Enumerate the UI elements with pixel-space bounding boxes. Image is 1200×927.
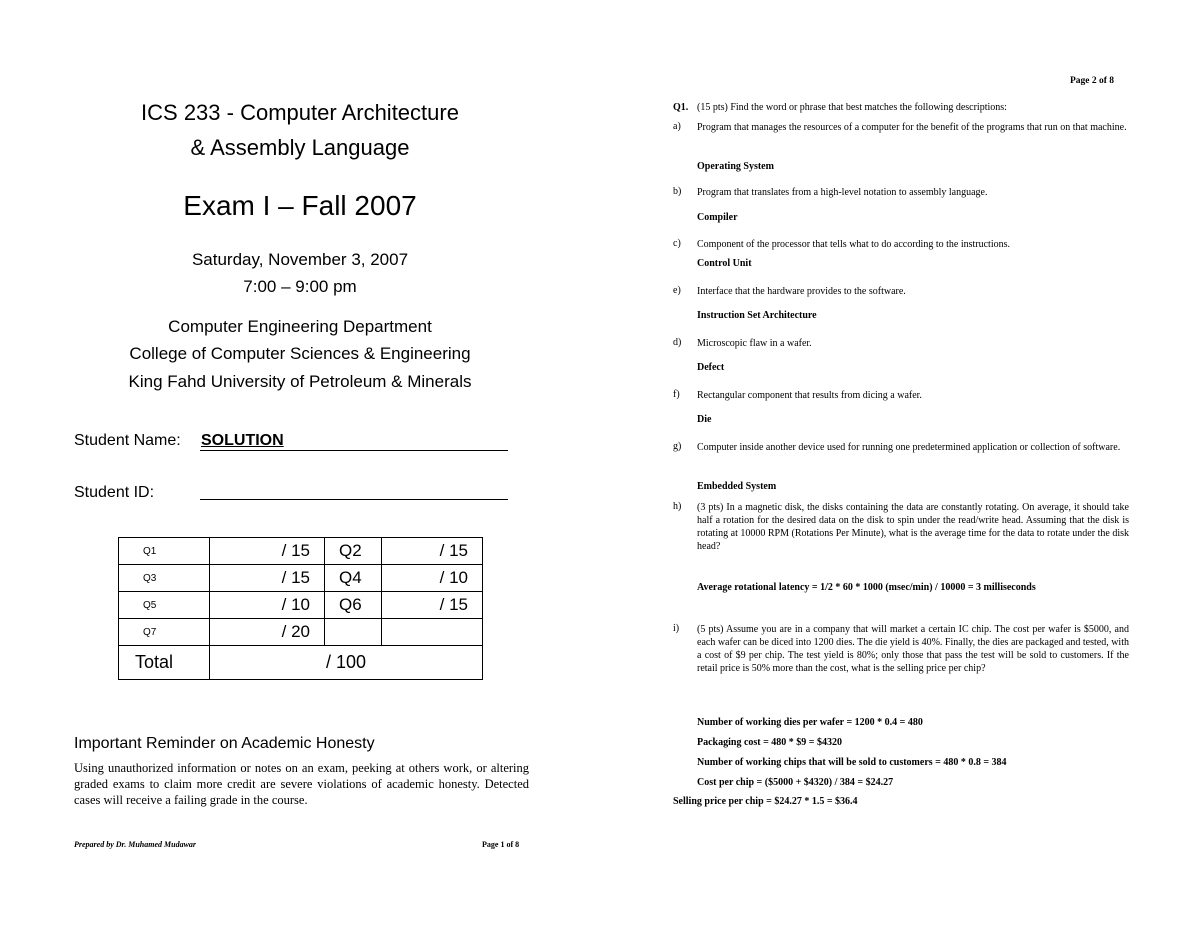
item-text: Component of the processor that tells what to do according to the instructions. — [697, 239, 1010, 250]
item-label: a) — [673, 121, 681, 132]
department: Computer Engineering Department — [168, 317, 432, 336]
total-label: Total — [119, 646, 210, 680]
q1-label: Q1. — [673, 102, 689, 113]
question-cell: Q7 — [119, 619, 210, 646]
course-title: ICS 233 - Computer Architecture — [141, 100, 459, 125]
item-answer: Control Unit — [697, 258, 752, 269]
table-row — [119, 592, 483, 619]
table-row — [119, 538, 483, 565]
student-id-line — [200, 499, 508, 500]
final-answer: Selling price per chip = $24.27 * 1.5 = $36.4 — [673, 796, 858, 807]
question-cell: Q5 — [119, 592, 210, 619]
reminder-title: Important Reminder on Academic Honesty — [74, 735, 375, 752]
exam-title: Exam I – Fall 2007 — [183, 190, 417, 221]
exam-time: 7:00 – 9:00 pm — [243, 277, 357, 296]
item-answer: Embedded System — [697, 481, 777, 492]
item-text: Program that translates from a high-level notation to assembly language. — [697, 187, 988, 198]
points-cell: / 15 — [382, 592, 483, 619]
item-label: c) — [673, 238, 681, 249]
points-cell: / 15 — [382, 538, 483, 565]
college: College of Computer Sciences & Engineering — [129, 344, 471, 363]
points-cell: / 15 — [210, 565, 325, 592]
item-label: i) — [673, 623, 680, 634]
question-cell: Q4 — [325, 565, 382, 592]
reminder-body: Using unauthorized information or notes on an exam, peeking at others work, or altering graded exams to claim more credit are severe violations of academic honesty. Detected cases will receive a failing grade in the course. — [74, 761, 529, 807]
item-answer: Compiler — [697, 212, 738, 223]
item-text: Microscopic flaw in a wafer. — [697, 338, 812, 349]
points-cell: / 20 — [210, 619, 325, 646]
total-value: / 100 — [210, 646, 483, 680]
answer-line: Packaging cost = 480 * $9 = $4320 — [697, 737, 843, 748]
item-answer: Defect — [697, 362, 725, 373]
university: King Fahd University of Petroleum & Minerals — [128, 372, 472, 391]
item-answer: Average rotational latency = 1/2 * 60 * 1000 (msec/min) / 10000 = 3 milliseconds — [697, 582, 1036, 593]
item-text: Computer inside another device used for running one predetermined application or collection of software. — [697, 442, 1121, 453]
item-answer: Operating System — [697, 161, 774, 172]
item-text: Interface that the hardware provides to the software. — [697, 286, 906, 297]
item-answer: Instruction Set Architecture — [697, 310, 817, 321]
answer-line: Number of working chips that will be sold to customers = 480 * 0.8 = 384 — [697, 757, 1007, 768]
points-cell — [382, 619, 483, 646]
score-table — [118, 537, 483, 680]
item-text: Rectangular component that results from dicing a wafer. — [697, 390, 922, 401]
course-subtitle: & Assembly Language — [190, 135, 410, 160]
page-number: Page 1 of 8 — [482, 840, 520, 849]
question-cell: Q3 — [119, 565, 210, 592]
item-label: b) — [673, 186, 682, 197]
item-label: h) — [673, 501, 682, 512]
answer-line: Cost per chip = ($5000 + $4320) / 384 = $24.27 — [697, 777, 894, 788]
item-text: (5 pts) Assume you are in a company that will market a certain IC chip. The cost per wafer is $5000, and each wafer can be diced into 1200 dies. The die yield is 40%. Finally, the dies are packaged and tested, with a cost of $9 per chip. The test yield is 80%; only those that pass the test will be sold to customers. If the retail price is 50% more than the cost, what is the selling price per chip? — [697, 624, 1129, 674]
points-cell: / 15 — [210, 538, 325, 565]
student-id-label: Student ID: — [74, 484, 155, 501]
item-text: Program that manages the resources of a computer for the benefit of the programs that run on that machine. — [697, 122, 1127, 133]
q1-text: (15 pts) Find the word or phrase that best matches the following descriptions: — [697, 102, 1007, 113]
item-text: (3 pts) In a magnetic disk, the disks containing the data are constantly rotating. On average, it should take half a rotation for the desired data on the disk to spin under the read/write head. Assuming that the disk is rotating at 10000 RPM (Rotations Per Minute), what is the average time for the data to rotate under the disk head? — [697, 502, 1129, 552]
item-label: d) — [673, 337, 682, 348]
table-row — [119, 619, 483, 646]
item-label: g) — [673, 441, 682, 452]
total-row — [119, 646, 483, 680]
question-cell: Q6 — [325, 592, 382, 619]
points-cell: / 10 — [210, 592, 325, 619]
page-number: Page 2 of 8 — [1070, 76, 1115, 86]
table-row — [119, 565, 483, 592]
question-cell — [325, 619, 382, 646]
points-cell: / 10 — [382, 565, 483, 592]
question-cell: Q2 — [325, 538, 382, 565]
student-name-line — [200, 450, 508, 451]
exam-date: Saturday, November 3, 2007 — [191, 250, 409, 269]
question-cell: Q1 — [119, 538, 210, 565]
student-name-value: SOLUTION — [201, 432, 284, 449]
item-label: e) — [673, 285, 681, 296]
item-label: f) — [673, 389, 680, 400]
item-answer: Die — [697, 414, 712, 425]
answer-line: Number of working dies per wafer = 1200 * 0.4 = 480 — [697, 717, 923, 728]
prepared-by: Prepared by Dr. Muhamed Mudawar — [74, 840, 197, 849]
student-name-label: Student Name: — [74, 432, 181, 449]
